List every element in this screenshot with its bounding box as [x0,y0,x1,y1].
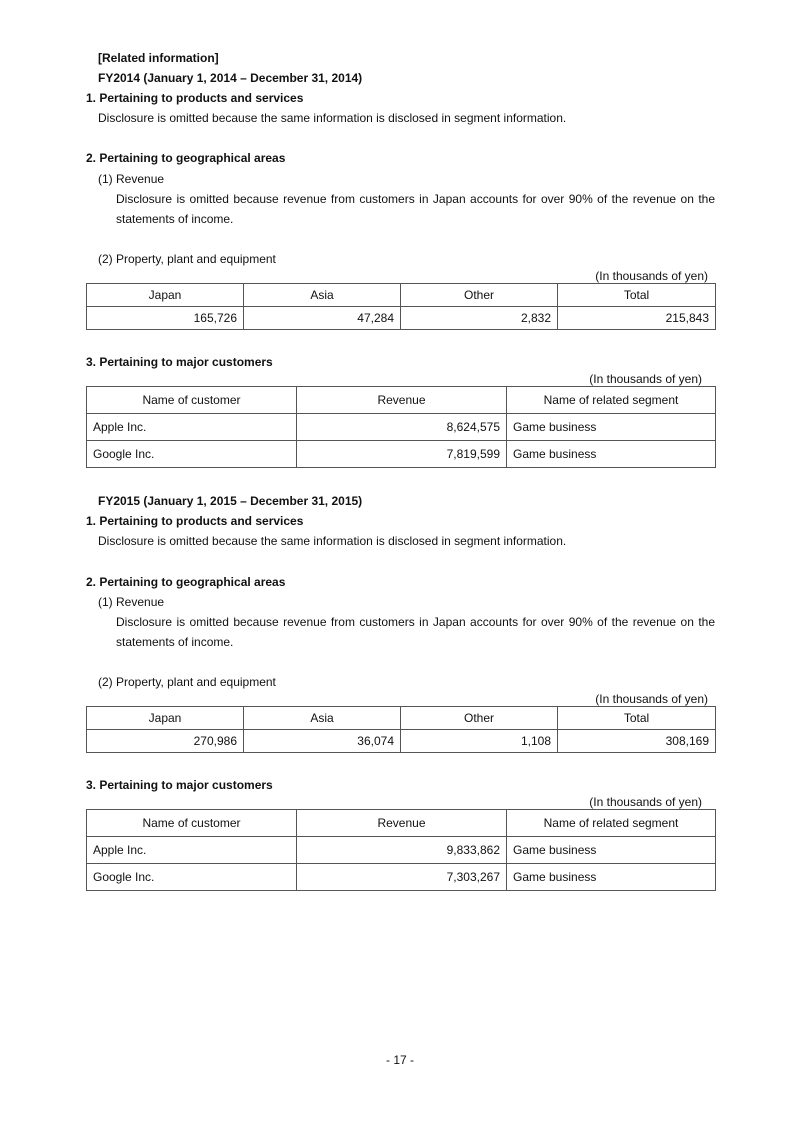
header-japan: Japan [87,284,244,307]
table-row [87,837,716,864]
customer-revenue: 7,819,599 [297,441,507,468]
header-asia: Asia [244,284,401,307]
fy2014-s3-title: 3. Pertaining to major customers [86,355,273,369]
fy2015-ppe-title: (2) Property, plant and equipment [98,675,276,689]
table-row [87,864,716,891]
fy2015-s1-title: 1. Pertaining to products and services [86,514,304,528]
fy2015-customers-table [86,809,716,891]
header-total: Total [558,707,716,730]
fy2014-s1-text: Disclosure is omitted because the same information is disclosed in segment information. [98,111,567,125]
table-row [87,730,716,753]
customer-segment: Game business [507,837,716,864]
fy2015-geo-unit: (In thousands of yen) [595,692,708,706]
fy2015-s3-title: 3. Pertaining to major customers [86,778,273,792]
value-other: 2,832 [401,307,558,330]
customer-revenue: 9,833,862 [297,837,507,864]
fy2014-cust-unit: (In thousands of yen) [589,372,702,386]
value-asia: 47,284 [244,307,401,330]
customer-segment: Game business [507,441,716,468]
customer-name: Apple Inc. [87,837,297,864]
table-row [87,414,716,441]
fy2014-revenue-title: (1) Revenue [98,172,165,186]
customer-segment: Game business [507,864,716,891]
fy2015-cust-unit: (In thousands of yen) [589,795,702,809]
fy2014-geo-table [86,283,716,330]
section-heading: [Related information] [98,51,219,65]
header-customer: Name of customer [87,387,297,414]
fy2015-title: FY2015 (January 1, 2015 – December 31, 2015) [98,494,363,508]
table-row [87,441,716,468]
table-row [87,307,716,330]
table-header-row [87,810,716,837]
fy2015-revenue-text: Disclosure is omitted because revenue from customers in Japan accounts for over 90% of the revenue on the statements of income. [116,615,715,649]
header-segment: Name of related segment [507,810,716,837]
value-total: 215,843 [558,307,716,330]
customer-revenue: 7,303,267 [297,864,507,891]
fy2015-revenue-title: (1) Revenue [98,595,165,609]
customer-name: Apple Inc. [87,414,297,441]
value-japan: 165,726 [87,307,244,330]
header-customer: Name of customer [87,810,297,837]
header-other: Other [401,284,558,307]
table-header-row [87,387,716,414]
table-header-row [87,284,716,307]
fy2014-title: FY2014 (January 1, 2014 – December 31, 2014) [98,71,363,85]
customer-revenue: 8,624,575 [297,414,507,441]
fy2014-s1-title: 1. Pertaining to products and services [86,91,304,105]
header-asia: Asia [244,707,401,730]
fy2014-geo-unit: (In thousands of yen) [595,269,708,283]
table-header-row [87,707,716,730]
value-total: 308,169 [558,730,716,753]
header-total: Total [558,284,716,307]
customer-name: Google Inc. [87,441,297,468]
fy2014-customers-table [86,386,716,468]
header-other: Other [401,707,558,730]
header-revenue: Revenue [297,387,507,414]
fy2014-revenue-text: Disclosure is omitted because revenue from customers in Japan accounts for over 90% of the revenue on the statements of income. [116,192,715,226]
page-number: - 17 - [385,1053,414,1067]
value-other: 1,108 [401,730,558,753]
fy2014-s2-title: 2. Pertaining to geographical areas [86,151,286,165]
fy2015-s1-text: Disclosure is omitted because the same information is disclosed in segment information. [98,534,567,548]
header-revenue: Revenue [297,810,507,837]
value-asia: 36,074 [244,730,401,753]
fy2014-ppe-title: (2) Property, plant and equipment [98,252,276,266]
header-japan: Japan [87,707,244,730]
customer-segment: Game business [507,414,716,441]
fy2015-s2-title: 2. Pertaining to geographical areas [86,575,286,589]
customer-name: Google Inc. [87,864,297,891]
header-segment: Name of related segment [507,387,716,414]
fy2015-geo-table [86,706,716,753]
value-japan: 270,986 [87,730,244,753]
